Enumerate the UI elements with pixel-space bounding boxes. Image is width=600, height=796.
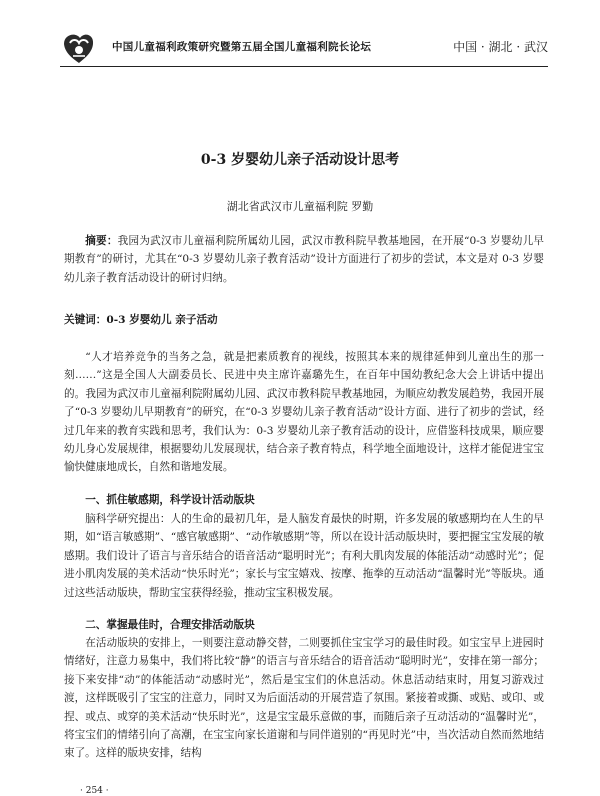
section-1-heading: 一、抓住敏感期，科学设计活动版块 [85, 494, 255, 506]
author-line: 湖北省武汉市儿童福利院 罗勤 [226, 200, 374, 213]
page-number: · 254 · [80, 786, 109, 796]
forum-logo-icon [60, 30, 98, 66]
keywords-text: 0-3 岁婴幼儿 亲子活动 [106, 314, 218, 326]
running-header [60, 30, 548, 66]
section-1-paragraph: 脑科学研究提出：人的生命的最初几年，是人脑发育最快的时期，许多发展的敏感期均在人生的早期，如“语言敏感期”、“感官敏感期”、“动作敏感期”等，所以在设计活动版块时，要把握宝宝发展的敏感期。我们设计了语言与音乐结合的语音活动“聪明时光”；有利大肌肉发展的体能活动“动感时光”；促进小肌肉发展的美术活动“快乐时光”；家长与宝宝嬉戏、按摩、拖拳的互动活动“温馨时光”等版块。通过这些活动版块，帮助宝宝获得经验，推动宝宝积极发展。 [64, 513, 544, 599]
abstract [64, 232, 544, 287]
abstract-label: 摘要： [85, 235, 118, 247]
page-title: 0-3 岁婴幼儿亲子活动设计思考 [200, 152, 400, 168]
abstract-text: 我园为武汉市儿童福利院所属幼儿园，武汉市教科院早教基地园，在开展“0-3 岁婴幼儿早期教育”的研讨，尤其在“0-3 岁婴幼儿亲子教育活动”设计方面进行了初步的尝试，本文是对 0-3 岁婴幼儿亲子教育活动设计的研讨归纳。 [64, 235, 545, 284]
conference-name: 中国儿童福利政策研究暨第五届全国儿童福利院长论坛 [112, 41, 372, 53]
keywords-label: 关键词： [64, 314, 107, 326]
conference-location: 中国 · 湖北 · 武汉 [453, 40, 548, 54]
section-2-heading: 二、掌握最佳时，合理安排活动版块 [85, 619, 255, 631]
section-2-paragraph: 在活动版块的安排上，一则要注意动静交替，二则要抓住宝宝学习的最佳时段。如宝宝早上进园时情绪好，注意力易集中，我们将比较“静”的语言与音乐结合的语音活动“聪明时光”，安排在第一部分；接下来安排“动”的体能活动“动感时光”，然后是宝宝们的休息活动。休息活动结束时，用复习游戏过渡，这样既吸引了宝宝的注意力，同时又为后面活动的开展营造了氛围。紧接着或撕、或贴、或印、或捏、或点、或穿的美术活动“快乐时光”，这是宝宝最乐意做的事，而随后亲子互动活动的“温馨时光”，将宝宝们的情绪引向了高潮，在宝宝向家长道谢和与同伴道别的“再见时光”中，当次活动自然而然地结束了。这样的版块安排，结构 [64, 637, 544, 760]
intro-paragraph: “人才培养竞争的当务之急，就是把素质教育的视线，按照其本来的规律延伸到儿童出生的那一刻……”这是全国人大副委员长、民进中央主席许嘉璐先生，在百年中国幼教纪念大会上讲话中提出的。我园为武汉市儿童福利院附属幼儿园、武汉市教科院早教基地园，为顺应幼教发展趋势，我园开展了“0-3 岁婴幼儿早期教育”的研究，在“0-3 岁婴幼儿亲子教育活动”设计方面、进行了初步的尝试，经过几年来的教育实践和思考，我们认为：0-3 岁婴幼儿亲子教育活动的设计，应借鉴科技成果，顺应婴幼儿身心发展规律，根据婴幼儿发展现状，结合亲子教育特点，科学地全面地设计，这样才能促进宝宝愉快健康地成长，自然和谐地发展。 [64, 351, 544, 474]
keywords [64, 311, 544, 329]
header-rule [60, 66, 548, 67]
